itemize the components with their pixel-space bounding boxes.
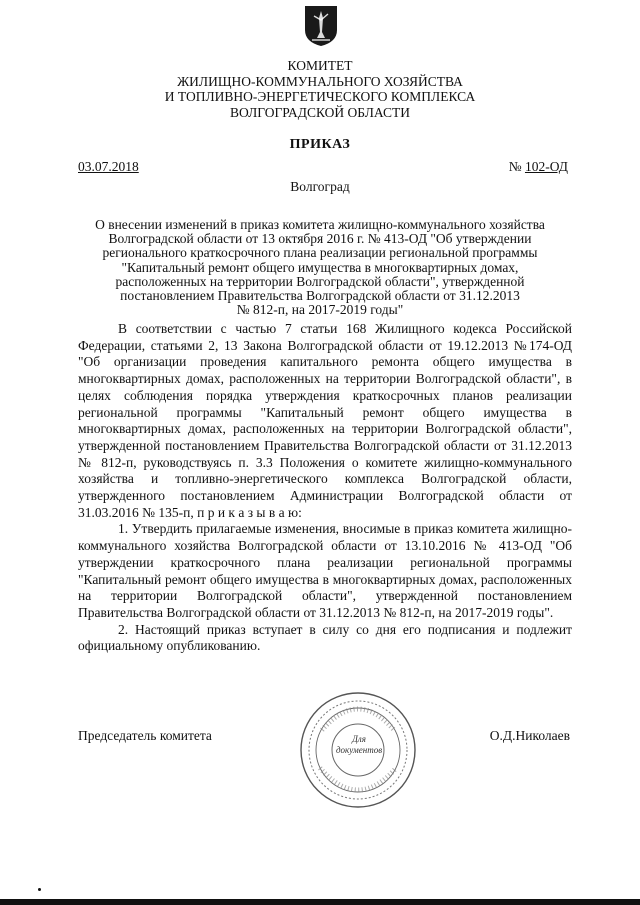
header-line: И ТОПЛИВНО-ЭНЕРГЕТИЧЕСКОГО КОМПЛЕКСА [164,89,476,104]
volgograd-emblem-icon [303,4,339,48]
document-body [78,321,572,655]
city-name: Волгоград [290,179,350,194]
signatory-position: Председатель комитета [78,728,212,743]
scan-speck [38,888,41,891]
body-paragraph-item-1: 1. Утвердить прилагаемые изменения, вносимые в приказ комитета жилищно-коммунального хозяйства Волгоградской области от 13.10.2016 № 413-ОД "Об утверждении краткосрочного плана реализации региональной программы "Капитальный ремонт общего имущества в многоквартирных домах, расположенных на территории Волгоградской области", утвержденной постановлением Правительства Волгоградской области от 31.12.2013 № 812-п, на 2017-2019 годы". [78,521,572,620]
subject-line: О внесении изменений в приказ комитета жилищно-коммунального хозяйства [95,217,545,232]
signatory-name: О.Д.Николаев [489,728,570,743]
subject-line: Волгоградской области от 13 октября 2016 г. № 413-ОД "Об утверждении [108,231,532,247]
subject-line: регионального краткосрочного плана реализации региональной программы [102,245,538,261]
body-paragraph-preamble: В соответствии с частью 7 статьи 168 Жилищного кодекса Российской Федерации, статьями 2, 13 Закона Волгоградской области от 19.12.2013 №174-ОД "Об организации проведения капитального ремонта общего имущества в многоквартирных домах, расположенных на территории Волгоградской области", в целях соблюдения порядка утверждения краткосрочных планов реализации региональной программы "Капитальный ремонт общего имущества в многоквартирных домах, расположенных на территории Волгоградской области", утвержденной постановлением Правительства Волгоградской области от 31.12.2013 № 812-п, руководствуясь п. 3.3 Положения о комитете жилищно-коммунального хозяйства и топливно-энергетического комплекса Волгоградской области, утвержденного постановлением Администрации Волгоградской области от 31.03.2016 № 135-п, п р и к а з ы в а ю: [78,321,572,520]
document-subject [80,218,560,317]
scan-bottom-border [0,899,640,905]
subject-line: "Капитальный ремонт общего имущества в многоквартирных домах, [121,259,519,275]
header-line: ЖИЛИЩНО-КОММУНАЛЬНОГО ХОЗЯЙСТВА [177,73,463,89]
document-date: 03.07.2018 [78,159,139,174]
header-line: ВОЛГОГРАДСКОЙ ОБЛАСТИ [230,104,410,120]
body-paragraph-item-2: 2. Настоящий приказ вступает в силу со дня его подписания и подлежит официальному опубликованию. [78,621,572,654]
seal-text-line: документов [336,745,383,755]
issuer-header [0,58,640,120]
header-line: КОМИТЕТ [287,58,353,73]
number-value: 102-ОД [524,159,568,174]
document-number [509,159,568,175]
subject-line: постановлением Правительства Волгоградской области от 31.12.2013 [120,288,520,304]
subject-line: № 812-п, на 2017-2019 годы" [236,302,404,318]
seal-text-line: Для [352,734,366,744]
document-type-title: ПРИКАЗ [289,137,351,152]
number-prefix: № [508,159,525,174]
seal-inner-text [336,734,382,756]
subject-line: расположенных на территории Волгоградской области", утвержденной [115,273,525,289]
